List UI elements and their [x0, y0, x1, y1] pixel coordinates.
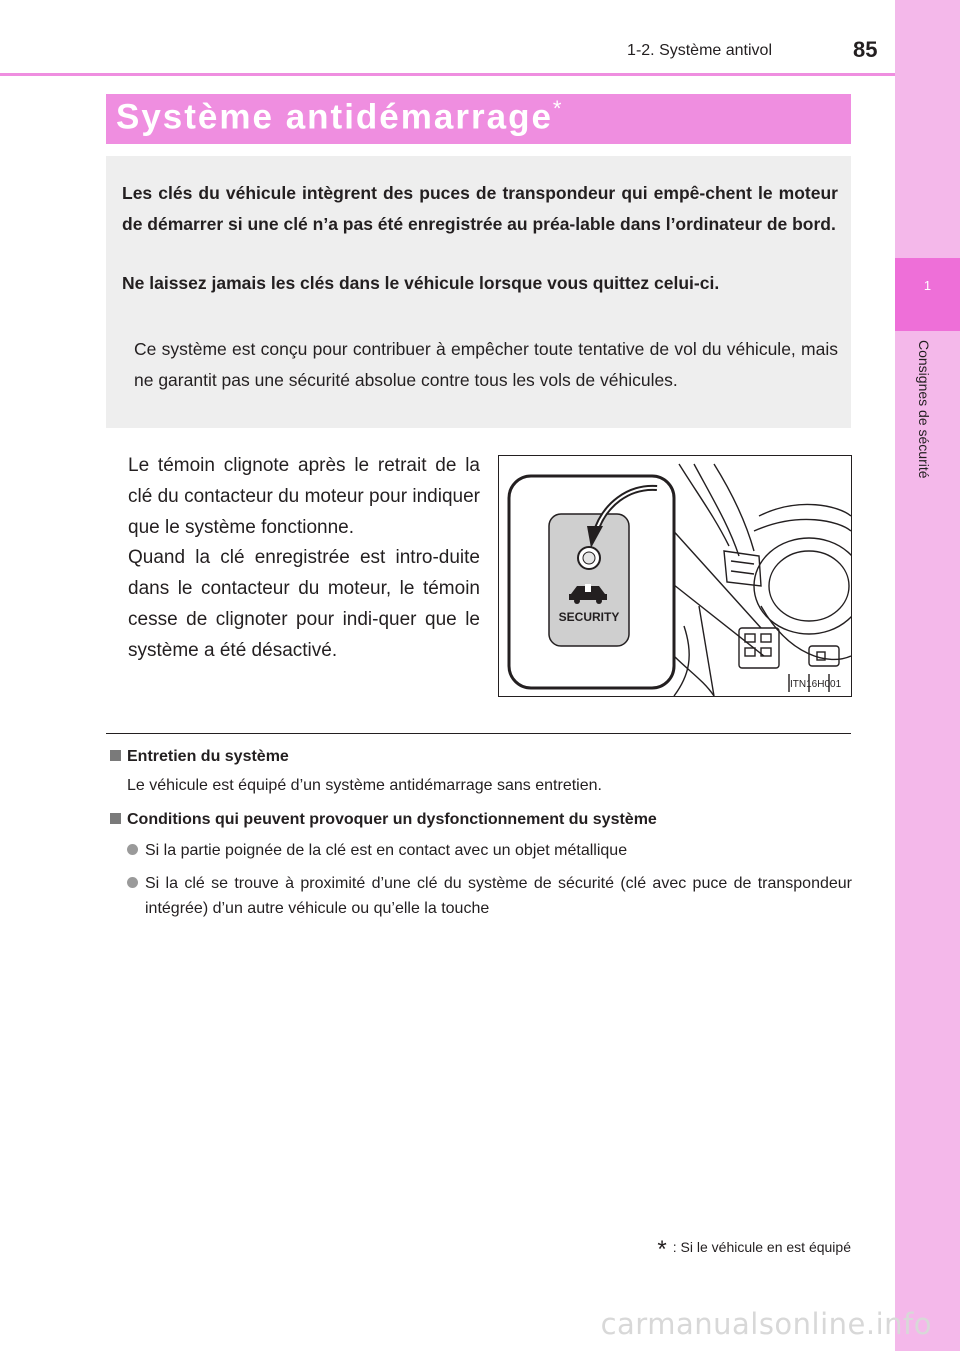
round-bullet-icon	[127, 877, 138, 888]
maintenance-text: Le véhicule est équipé d’un système antidémarrage sans entretien.	[127, 777, 602, 794]
square-bullet-icon	[110, 813, 121, 824]
header-divider	[0, 73, 895, 76]
conditions-heading	[110, 811, 657, 829]
security-indicator-figure	[498, 455, 852, 697]
body-paragraph-2: Quand la clé enregistrée est intro-duite dans le contacteur du moteur, le témoin cesse de clignoter pour indi-quer que le système a été désactivé.	[128, 547, 480, 661]
list-item-text: Si la clé se trouve à proximité d’une clé du système de sécurité (clé avec puce de transpondeur intégrée) d’un autre véhicule ou qu’elle la touche	[145, 875, 852, 917]
square-bullet-icon	[110, 750, 121, 761]
intro-paragraph-1: Les clés du véhicule intègrent des puces de transpondeur qui empê-chent le moteur de démarrer si une clé n’a pas été enregistrée au préa-lable dans l’ordinateur de bord.	[122, 183, 838, 234]
maintenance-heading	[110, 748, 289, 766]
footnote	[657, 1236, 851, 1264]
dashboard-lineart	[674, 464, 851, 696]
list-item	[127, 838, 852, 863]
dashboard-illustration	[499, 456, 851, 696]
chapter-side-tab-active	[895, 258, 960, 331]
chapter-label: Consignes de sécurité	[916, 340, 932, 479]
round-bullet-icon	[127, 844, 138, 855]
page-number: 85	[853, 37, 878, 62]
title-asterisk-marker: *	[552, 96, 564, 121]
section-divider	[106, 733, 851, 734]
callout-lines	[669, 526, 764, 656]
footnote-text: : Si le véhicule en est équipé	[672, 1239, 851, 1255]
footnote-asterisk: *	[657, 1236, 667, 1263]
chapter-side-tab	[895, 0, 960, 1351]
watermark: carmanualsonline.info	[600, 1307, 932, 1341]
conditions-heading-text: Conditions qui peuvent provoquer un dysfonctionnement du système	[127, 811, 657, 828]
list-item	[127, 871, 852, 921]
security-label: SECURITY	[558, 610, 620, 624]
intro-paragraph-2: Ne laissez jamais les clés dans le véhicule lorsque vous quittez celui-ci.	[122, 273, 720, 293]
page-title	[116, 96, 563, 138]
body-paragraph-1: Le témoin clignote après le retrait de la clé du contacteur du moteur pour indiquer que le système fonctionne.	[128, 455, 480, 538]
figure-code: ITN16H001	[790, 679, 842, 690]
page-title-text: Système antidémarrage	[116, 97, 553, 137]
intro-paragraph-3: Ce système est conçu pour contribuer à empêcher toute tentative de vol du véhicule, mais ne garantit pas une sécurité absolue contre tous les vols de véhicules.	[134, 339, 838, 390]
list-item-text: Si la partie poignée de la clé est en contact avec un objet métallique	[145, 842, 628, 859]
header-section-title: 1-2. Système antivol	[627, 42, 772, 59]
chapter-number: 1	[923, 278, 932, 293]
maintenance-heading-text: Entretien du système	[127, 748, 289, 765]
